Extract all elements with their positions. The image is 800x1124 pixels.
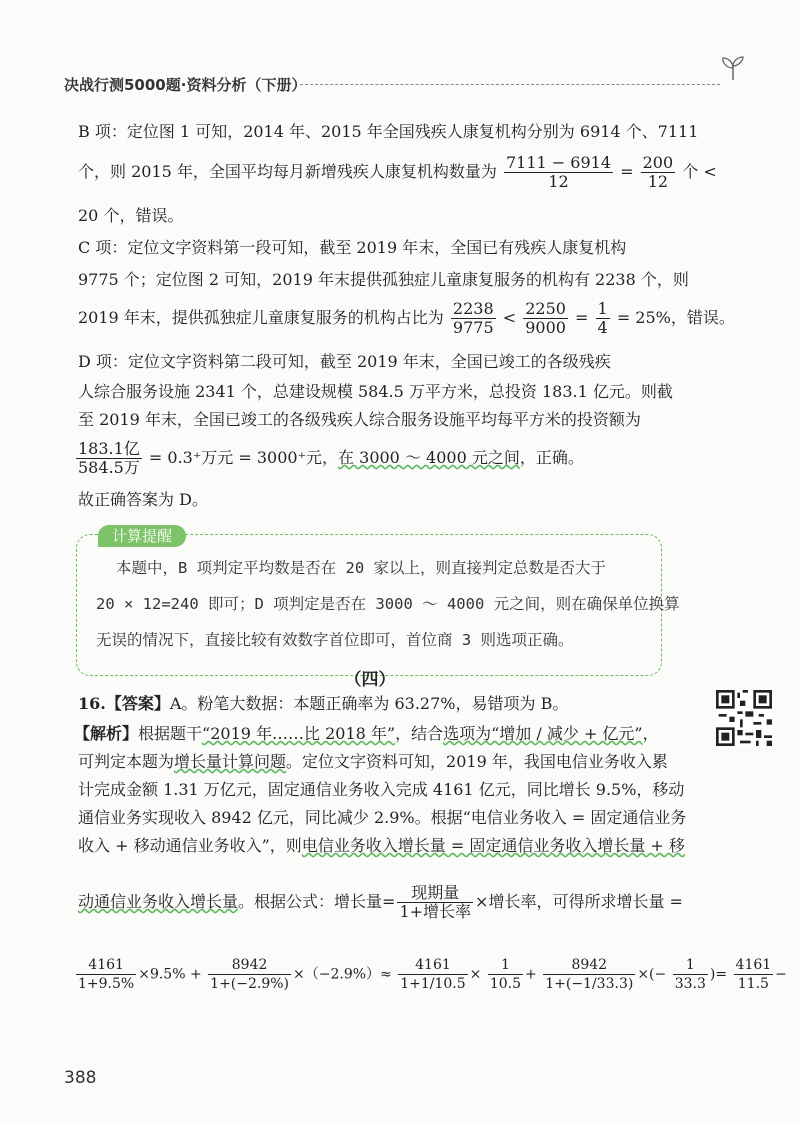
b-item-text: 个，则 2015 年，全国平均每月新增残疾人康复机构数量为 — [78, 162, 497, 181]
analysis-text: 可判定本题为 — [78, 752, 175, 771]
fraction — [504, 154, 613, 191]
fraction — [76, 440, 142, 477]
key-range-text: 在 3000 ～ 4000 元之间 — [338, 448, 520, 467]
c-item-text: 2019 年末，提供孤独症儿童康复服务的机构占比为 — [78, 308, 444, 327]
fraction-numerator: 200 — [642, 153, 674, 172]
q16-analysis-line5 — [78, 836, 685, 856]
analysis-text: 。定位文字资料可知，2019 年，我国电信业务收入累 — [286, 752, 668, 771]
fraction-denominator: 33.3 — [674, 976, 706, 992]
key-phrase: 动通信业务收入增长量 — [78, 892, 239, 911]
fraction-denominator: 12 — [548, 172, 569, 191]
fraction — [208, 956, 291, 993]
formula-text: ×（−2.9%）≈ — [293, 966, 392, 983]
key-phrase: 电信业务收入增长量 = 固定通信业务收入增长量 + 移 — [301, 836, 685, 855]
fraction — [523, 300, 568, 337]
d-item-text: ，正确。 — [519, 448, 584, 467]
b-item-line3: 20 个，错误。 — [78, 206, 184, 225]
fraction-numerator: 2238 — [452, 299, 494, 318]
analysis-text: 。根据公式： — [238, 892, 335, 911]
c-item-text: = 25%，错误。 — [616, 308, 735, 327]
b-item-line2 — [78, 153, 717, 191]
analysis-text: 收入 + 移动通信业务收入”，则 — [78, 836, 302, 855]
q16-formula-line — [74, 956, 787, 993]
fraction-numerator: 8942 — [208, 956, 291, 975]
answer-line: 故正确答案为 D。 — [78, 490, 208, 509]
fraction-numerator: 4161 — [398, 956, 467, 975]
analysis-text: ，结合 — [395, 724, 444, 743]
d-item-line3: 至 2019 年末，全国已竣工的各级残疾人综合服务设施平均每平方米的投资额为 — [78, 410, 641, 429]
header-divider — [300, 84, 720, 85]
qr-code-icon — [716, 690, 772, 746]
c-item-line1: C 项：定位文字资料第一段可知，截至 2019 年末，全国已有残疾人康复机构 — [78, 238, 627, 257]
q16-answer-line — [78, 694, 682, 714]
fraction-denominator: 1+9.5% — [78, 976, 135, 992]
c-item-line3 — [78, 299, 735, 337]
d-item-text: = 0.3⁺万元 = 3000⁺元， — [148, 448, 339, 467]
page-number: 388 — [64, 1068, 97, 1088]
fraction-denominator: 1+增长率 — [399, 902, 472, 921]
fraction-numerator: 4161 — [735, 957, 772, 973]
analysis-text: ， — [642, 724, 659, 743]
fraction — [451, 300, 496, 337]
section-title: （四） — [344, 670, 396, 690]
reminder-line3: 无误的情况下，直接比较有效数字首位即可，首位商 3 则选项正确。 — [96, 631, 574, 649]
fraction-numerator: 1 — [597, 299, 608, 318]
q16-analysis-line2 — [78, 752, 682, 772]
fraction-denominator: 11.5 — [737, 976, 769, 992]
formula-text: 增长量= — [334, 892, 396, 911]
answer-text: A。粉笔大数据：本题正确率为 63.27%，易错项为 B。 — [169, 694, 569, 713]
fraction — [543, 956, 635, 993]
fraction-numerator: 1 — [673, 956, 708, 975]
fraction — [734, 956, 774, 993]
analysis-text: 根据题干 — [138, 724, 203, 743]
fraction-denominator: 10.5 — [489, 976, 522, 992]
analysis-label: 【解析】 — [74, 724, 139, 743]
fraction-numerator: 1 — [488, 956, 523, 975]
formula-text: − — [775, 966, 787, 983]
fraction-denominator: 584.5万 — [78, 458, 140, 477]
less-than-sign: < — [502, 308, 517, 327]
fraction-denominator: 1+1/10.5 — [400, 976, 466, 992]
fraction-denominator: 9000 — [525, 318, 566, 337]
reminder-tag: 计算提醒 — [98, 525, 186, 547]
formula-text: ×9.5% + — [138, 966, 202, 983]
fraction-denominator: 4 — [597, 318, 608, 337]
fraction-numerator: 现期量 — [397, 884, 473, 903]
formula-text: × — [469, 966, 482, 983]
c-item-line2: 9775 个；定位图 2 可知，2019 年末提供孤独症儿童康复服务的机构有 2238 个，则 — [78, 270, 689, 289]
fraction-denominator: 1+(−1/33.3) — [545, 976, 634, 992]
fraction-numerator: 4161 — [76, 956, 136, 975]
q16-analysis-line1 — [74, 724, 678, 744]
q16-analysis-line6 — [78, 884, 682, 921]
fraction — [488, 956, 523, 993]
d-item-line1: D 项：定位文字资料第二段可知，截至 2019 年末，全国已竣工的各级残疾 — [78, 352, 611, 371]
key-phrase: 增长量计算问题 — [174, 752, 287, 771]
fraction-denominator: 12 — [647, 172, 669, 191]
d-item-line2: 人综合服务设施 2341 个，总建设规模 584.5 万平方米，总投资 183.1 亿元。则截 — [78, 382, 673, 401]
equals-sign: = — [575, 308, 589, 327]
formula-text: )= — [709, 966, 728, 983]
key-phrase: 选项为“增加 / 减少 + 亿元” — [443, 724, 643, 743]
fraction — [641, 154, 676, 191]
b-item-line1: B 项：定位图 1 可知，2014 年、2015 年全国残疾人康复机构分别为 6914 个、7111 — [78, 122, 699, 141]
fraction-numerator: 183.1亿 — [78, 439, 140, 458]
formula-text: + — [525, 966, 537, 983]
fraction — [397, 884, 473, 921]
q16-analysis-line3: 计完成金额 1.31 万亿元，固定通信业务收入完成 4161 亿元，同比增长 9.5%，移动 — [78, 780, 685, 799]
fraction-denominator: 1+(−2.9%) — [210, 976, 290, 992]
fraction — [673, 956, 708, 993]
fraction-numerator: 7111 − 6914 — [506, 153, 612, 172]
formula-text: ×增长率 — [475, 892, 537, 911]
fraction — [596, 300, 610, 337]
fraction-numerator: 8942 — [543, 956, 635, 975]
reminder-line2: 20 × 12=240 即可；D 项判定是否在 3000 ～ 4000 元之间，则在确保单位换算 — [96, 595, 680, 613]
q16-analysis-line4: 通信业务实现收入 8942 亿元，同比减少 2.9%。根据“电信业务收入 = 固定通信业务 — [78, 808, 687, 827]
analysis-text: ，可得所求增长量 = — [536, 892, 683, 911]
fraction — [76, 956, 136, 993]
sprout-icon — [718, 52, 748, 82]
fraction-numerator: 2250 — [525, 299, 566, 318]
answer-label: 16.【答案】 — [78, 694, 170, 713]
key-phrase: “2019 年……比 2018 年” — [202, 724, 396, 743]
formula-text: ×(− — [637, 966, 667, 983]
reminder-line1: 本题中，B 项判定平均数是否在 20 家以上，则直接判定总数是否大于 — [116, 559, 606, 577]
running-header-title: 决战行测5000题·资料分析（下册） — [64, 76, 307, 94]
b-item-text: 个 < — [682, 162, 717, 181]
fraction — [398, 956, 467, 993]
fraction-denominator: 9775 — [452, 318, 494, 337]
equals-sign: = — [620, 162, 634, 181]
d-item-line4 — [74, 440, 678, 477]
